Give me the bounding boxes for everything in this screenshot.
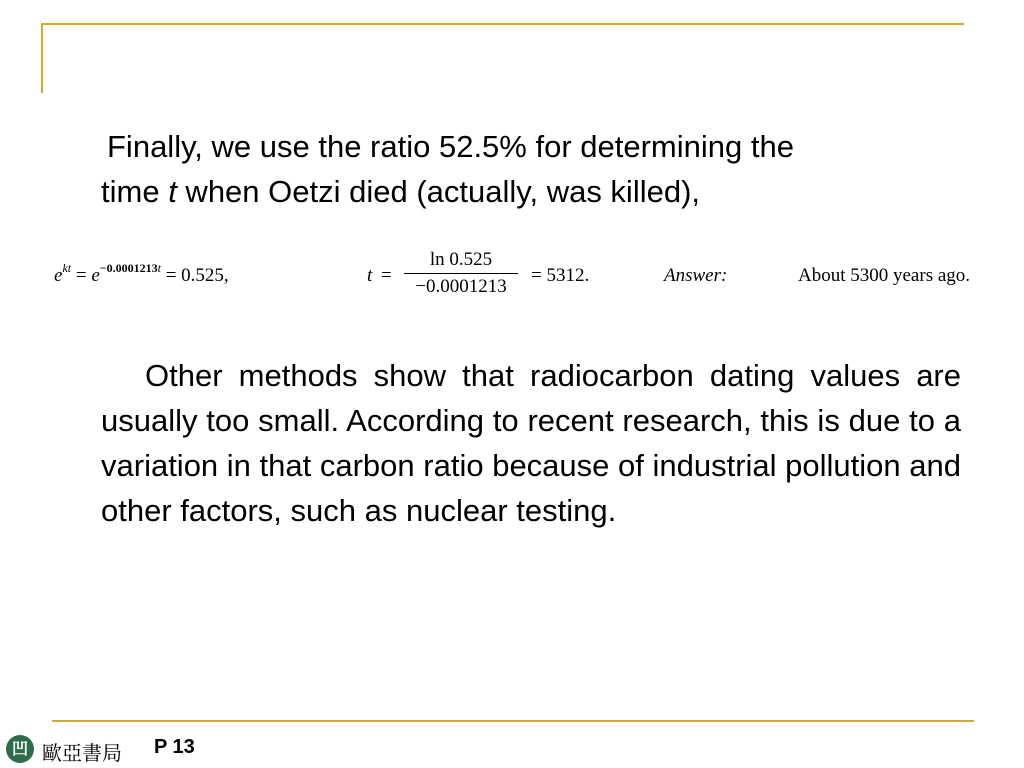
answer-label: Answer: xyxy=(664,265,728,286)
answer-text: About 5300 years ago. xyxy=(798,265,971,286)
publisher-name: 歐亞書局 xyxy=(42,741,122,765)
equation-left: $e^{kt} = e^{-0.0001213t} = 0.525$, xyxy=(54,261,229,286)
paragraph-1-line-2-post: when Oetzi died (actually, was killed), xyxy=(176,174,701,209)
equation-equals: = xyxy=(381,265,392,286)
page-number: P 13 xyxy=(154,736,195,758)
paragraph-2-text: Other methods show that radiocarbon dating values are usually too small. According to recent research, this is due to a variation in that carbon ratio because of industrial pollution and other factors, such as nuclear testing. xyxy=(101,358,961,528)
paragraph-1 xyxy=(101,124,961,214)
frame-top-line xyxy=(41,23,964,25)
publisher-logo-icon: 凹 xyxy=(6,735,34,763)
equation-t: t xyxy=(367,265,373,286)
fraction-numerator: ln 0.525 xyxy=(429,249,493,270)
fraction-denominator: −0.0001213 xyxy=(415,276,507,297)
equation-block xyxy=(0,245,1024,305)
variable-t: t xyxy=(168,174,177,209)
fraction xyxy=(402,247,520,300)
frame-left-line xyxy=(41,23,43,93)
footer-line xyxy=(52,720,974,722)
paragraph-1-line-1: Finally, we use the ratio 52.5% for determining the xyxy=(107,129,794,164)
paragraph-2 xyxy=(101,353,961,533)
paragraph-1-line-2-pre: time xyxy=(101,174,169,209)
equation-result: = 5312. xyxy=(531,265,590,286)
